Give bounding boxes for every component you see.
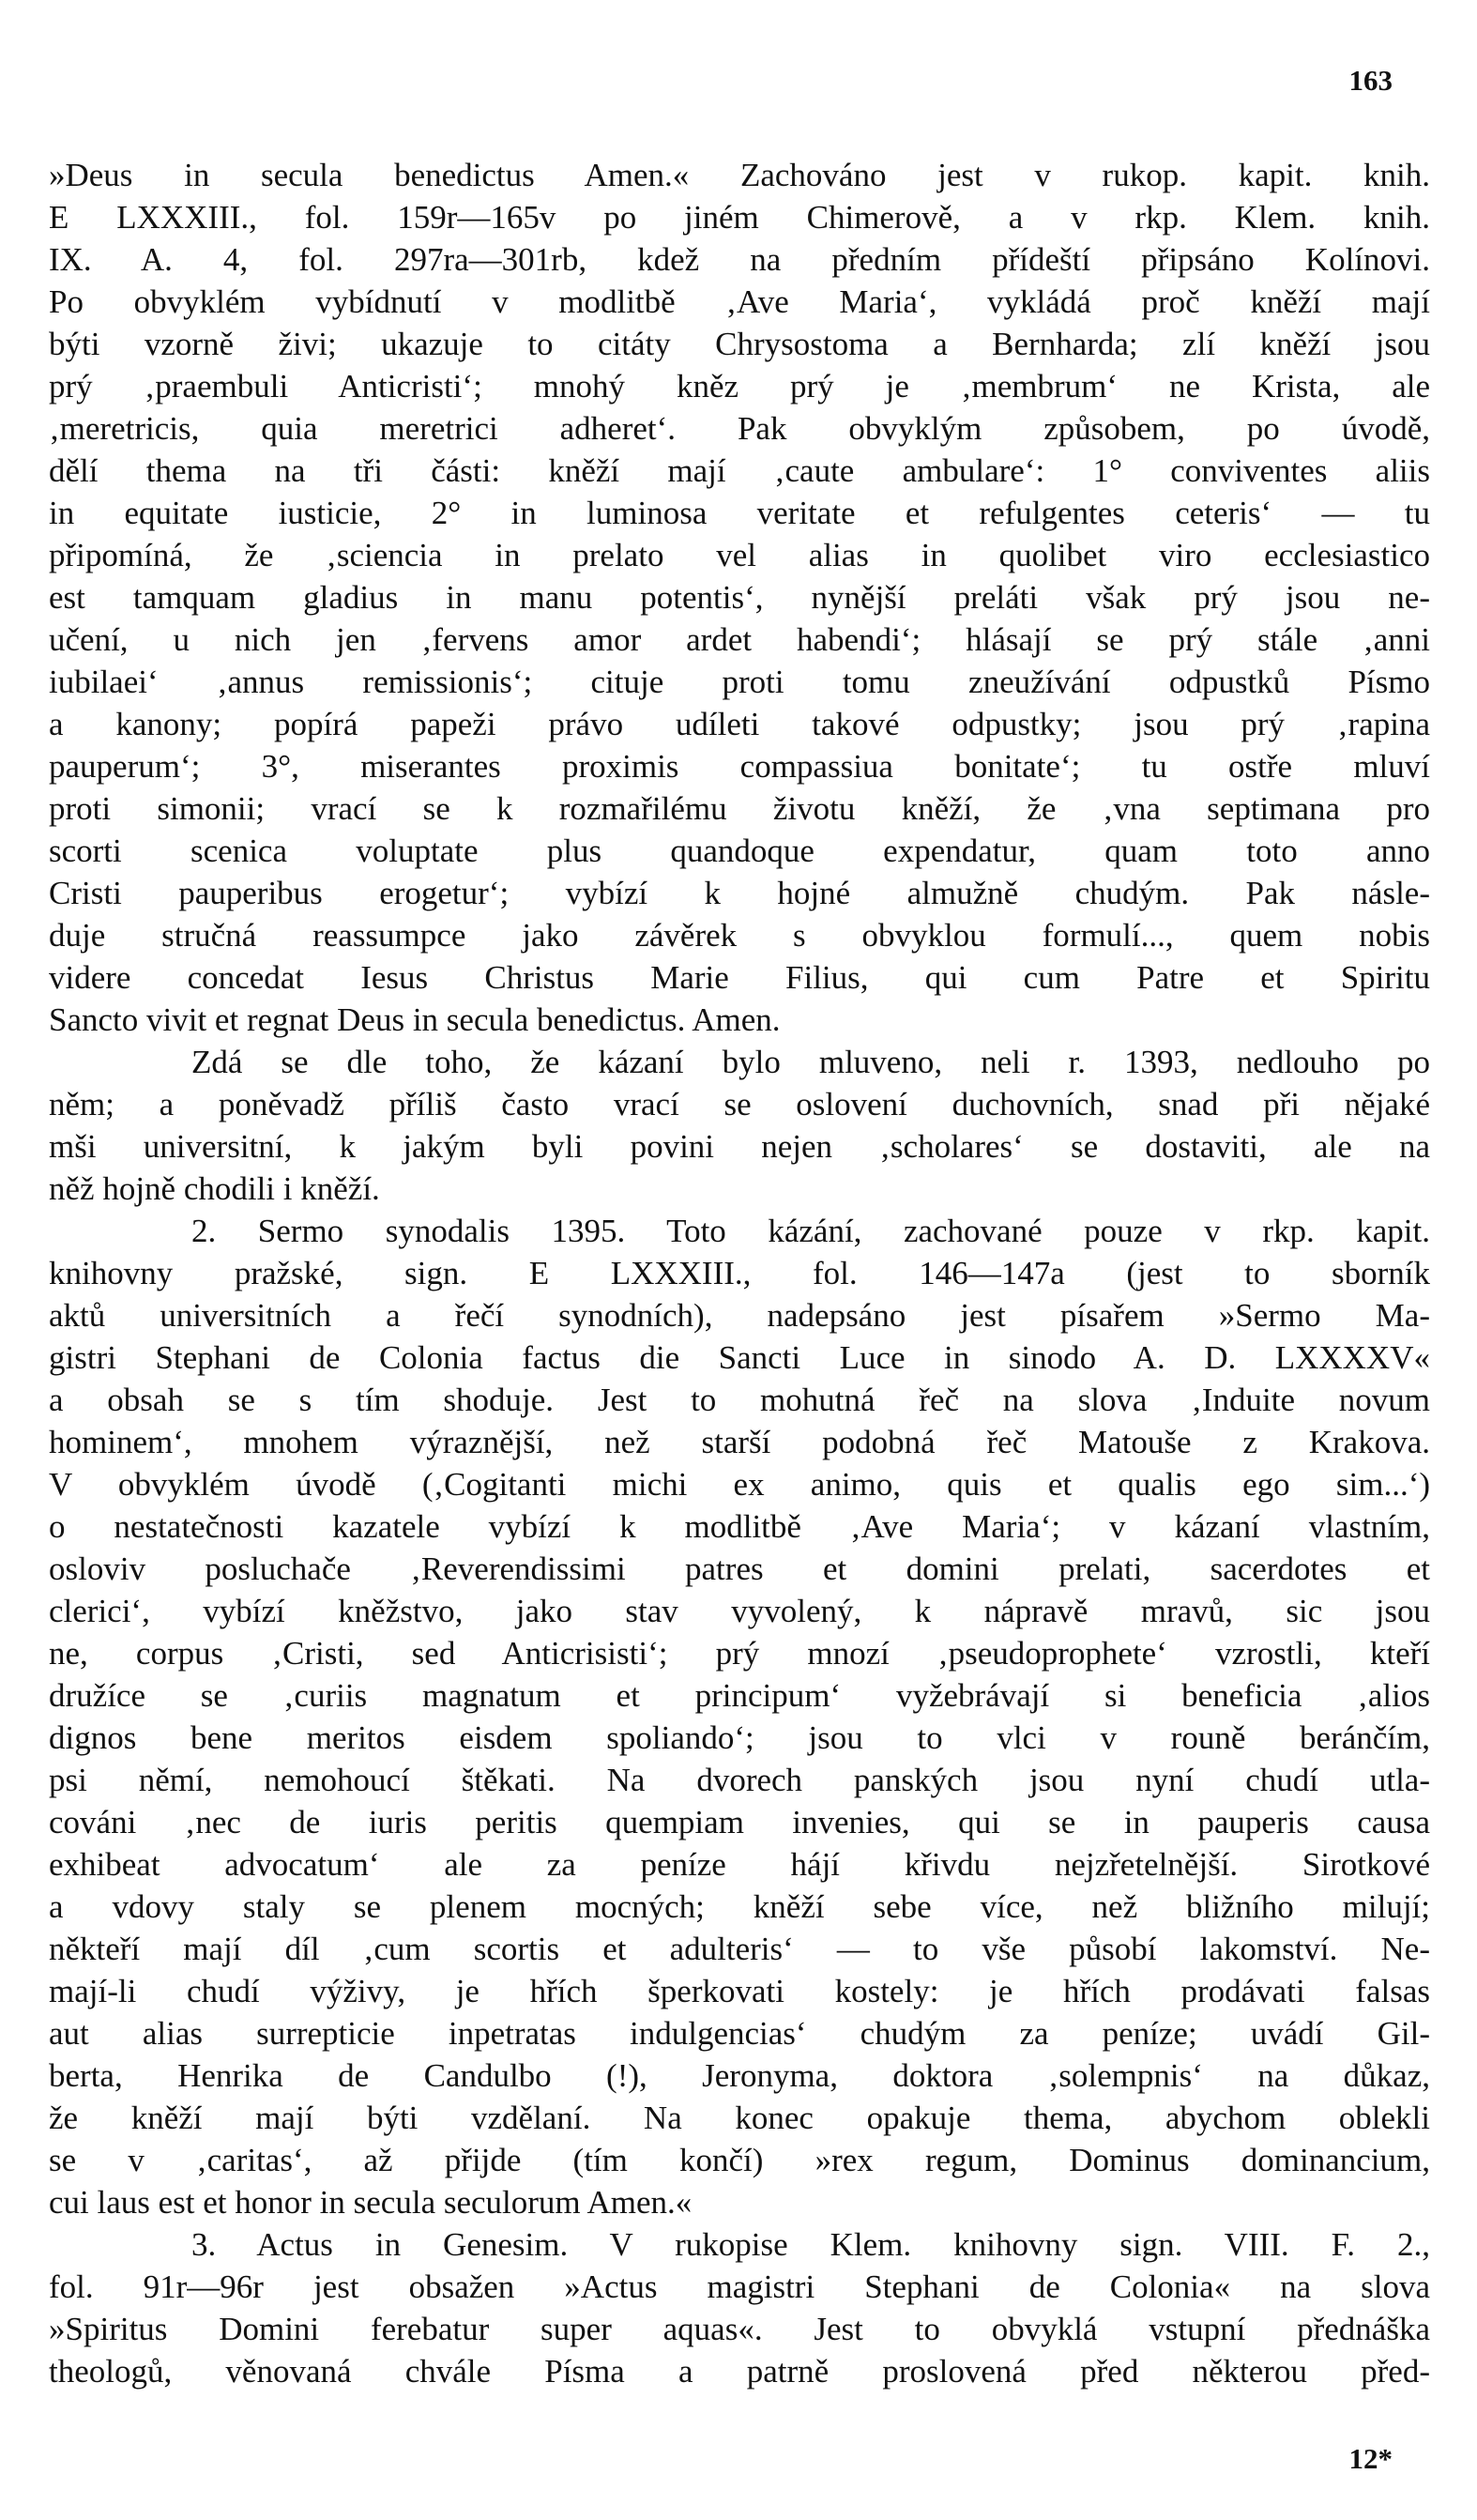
text-line: Sancto vivit et regnat Deus in secula benedictus. Amen. [49, 1001, 781, 1038]
text-line: mši universitní, k jakým byli povini nejen ‚scholares‘ se dostaviti, ale na [49, 1128, 1430, 1165]
text-line: že kněží mají býti vzdělaní. Na konec opakuje thema, abychom oblekli [49, 2100, 1430, 2136]
text-line: fol. 91r—96r jest obsažen »Actus magistri Stephani de Colonia« na slova [49, 2268, 1430, 2305]
text-line: proti simonii; vrací se k rozmařilému životu kněží, že ‚vna septimana pro [49, 790, 1430, 827]
text-line: o nestatečnosti kazatele vybízí k modlitbě ‚Ave Maria‘; v kázaní vlastním, [49, 1508, 1430, 1545]
text-line: videre concedat Iesus Christus Marie Filius, qui cum Patre et Spiritu [49, 959, 1430, 996]
text-line: theologů, věnovaná chvále Písma a patrně proslovená před některou před- [49, 2353, 1430, 2390]
signature-mark: 12* [1348, 2442, 1393, 2475]
text-line: mají-li chudí výživy, je hřích šperkovati kostely: je hřích prodávati falsas [49, 1973, 1430, 2009]
text-line: Cristi pauperibus erogetur‘; vybízí k hojné almužně chudým. Pak násle- [49, 875, 1430, 911]
text-line: družíce se ‚curiis magnatum et principum‘ vyžebrávají si beneficia ‚alios [49, 1677, 1430, 1714]
text-line: osloviv posluchače ‚Reverendissimi patres et domini prelati, sacerdotes et [49, 1550, 1430, 1587]
text-line: E LXXXIII., fol. 159r—165v po jiném Chimerově, a v rkp. Klem. knih. [49, 199, 1430, 236]
text-line: Zdá se dle toho, že kázaní bylo mluveno, neli r. 1393, nedlouho po [191, 1044, 1430, 1080]
text-line: IX. A. 4, fol. 297ra—301rb, kdež na předním přídeští připsáno Kolínovi. [49, 241, 1430, 278]
text-line: něm; a poněvadž příliš často vrací se oslovení duchovních, snad při nějaké [49, 1086, 1430, 1123]
text-line: in equitate iusticie, 2° in luminosa veritate et refulgentes ceteris‘ — tu [49, 495, 1430, 531]
text-line: a kanony; popírá papeži právo udíleti takové odpustky; jsou prý ‚rapina [49, 706, 1430, 742]
text-line: »Deus in secula benedictus Amen.« Zachováno jest v rukop. kapit. knih. [49, 157, 1430, 193]
text-line: dělí thema na tři části: kněží mají ‚caute ambulare‘: 1° conviventes aliis [49, 452, 1430, 489]
text-line: hominem‘, mnohem výraznější, než starší podobná řeč Matouše z Krakova. [49, 1424, 1430, 1460]
text-line: knihovny pražské, sign. E LXXXIII., fol. 146—147a (jest to sborník [49, 1255, 1430, 1291]
text-line: Po obvyklém vybídnutí v modlitbě ‚Ave Maria‘, vykládá proč kněží mají [49, 283, 1430, 320]
text-line: býti vzorně živi; ukazuje to citáty Chrysostoma a Bernharda; zlí kněží jsou [49, 326, 1430, 362]
text-line: clerici‘, vybízí kněžstvo, jako stav vyvolený, k nápravě mravů, sic jsou [49, 1593, 1430, 1629]
text-line: pauperum‘; 3°, miserantes proximis compassiua bonitate‘; tu ostře mluví [49, 748, 1430, 785]
text-line: est tamquam gladius in manu potentis‘, nynější preláti však prý jsou ne- [49, 579, 1430, 616]
text-line: učení, u nich jen ‚fervens amor ardet habendi‘; hlásají se prý stále ‚anni [49, 621, 1430, 658]
text-line: dignos bene meritos eisdem spoliando‘; jsou to vlci v rouně beránčím, [49, 1719, 1430, 1756]
page-number: 163 [1348, 64, 1393, 97]
text-line: a obsah se s tím shoduje. Jest to mohutná řeč na slova ‚Induite novum [49, 1382, 1430, 1418]
text-line: prý ‚praembuli Anticristi‘; mnohý kněz prý je ‚membrum‘ ne Krista, ale [49, 368, 1430, 405]
text-line: exhibeat advocatum‘ ale za peníze hájí křivdu nejzřetelnější. Sirotkové [49, 1846, 1430, 1883]
text-line: psi němí, nemohoucí štěkati. Na dvorech panských jsou nyní chudí utla- [49, 1762, 1430, 1798]
text-line: iubilaei‘ ‚annus remissionis‘; cituje proti tomu zneužívání odpustků Písmo [49, 664, 1430, 700]
text-line: něž hojně chodili i kněží. [49, 1170, 380, 1207]
text-line: V obvyklém úvodě (‚Cogitanti michi ex animo, quis et qualis ego sim...‘) [49, 1466, 1430, 1503]
text-line: aktů universitních a řečí synodních), nadepsáno jest písařem »Sermo Ma- [49, 1297, 1430, 1334]
text-line: berta, Henrika de Candulbo (!), Jeronyma, doktora ‚solempnis‘ na důkaz, [49, 2057, 1430, 2094]
text-line: cováni ‚nec de iuris peritis quempiam invenies, qui se in pauperis causa [49, 1804, 1430, 1840]
text-line: aut alias surrepticie inpetratas indulgencias‘ chudým za peníze; uvádí Gil- [49, 2015, 1430, 2052]
text-line: připomíná, že ‚sciencia in prelato vel alias in quolibet viro ecclesiastico [49, 537, 1430, 573]
text-line: a vdovy staly se plenem mocných; kněží sebe více, než bližního milují; [49, 1888, 1430, 1925]
text-line: ne, corpus ‚Cristi, sed Anticrisisti‘; prý mnozí ‚pseudoprophete‘ vzrostli, kteří [49, 1635, 1430, 1672]
text-line: někteří mají díl ‚cum scortis et adulteris‘ — to vše působí lakomství. Ne- [49, 1931, 1430, 1967]
body-text [49, 154, 1430, 2392]
text-line: duje stručná reassumpce jako závěrek s obvyklou formulí..., quem nobis [49, 917, 1430, 954]
text-line: 3. Actus in Genesim. V rukopise Klem. knihovny sign. VIII. F. 2., [191, 2226, 1430, 2263]
text-line: ‚meretricis, quia meretrici adheret‘. Pak obvyklým způsobem, po úvodě, [49, 410, 1430, 447]
text-line: 2. Sermo synodalis 1395. Toto kázání, zachované pouze v rkp. kapit. [191, 1213, 1430, 1249]
text-line: »Spiritus Domini ferebatur super aquas«. Jest to obvyklá vstupní přednáška [49, 2311, 1430, 2347]
text-line: cui laus est et honor in secula seculorum Amen.« [49, 2184, 693, 2221]
text-line: gistri Stephani de Colonia factus die Sancti Luce in sinodo A. D. LXXXXV« [49, 1339, 1430, 1376]
text-line: se v ‚caritas‘, až přijde (tím končí) »rex regum, Dominus dominancium, [49, 2142, 1430, 2178]
text-line: scorti scenica voluptate plus quandoque expendatur, quam toto anno [49, 832, 1430, 869]
